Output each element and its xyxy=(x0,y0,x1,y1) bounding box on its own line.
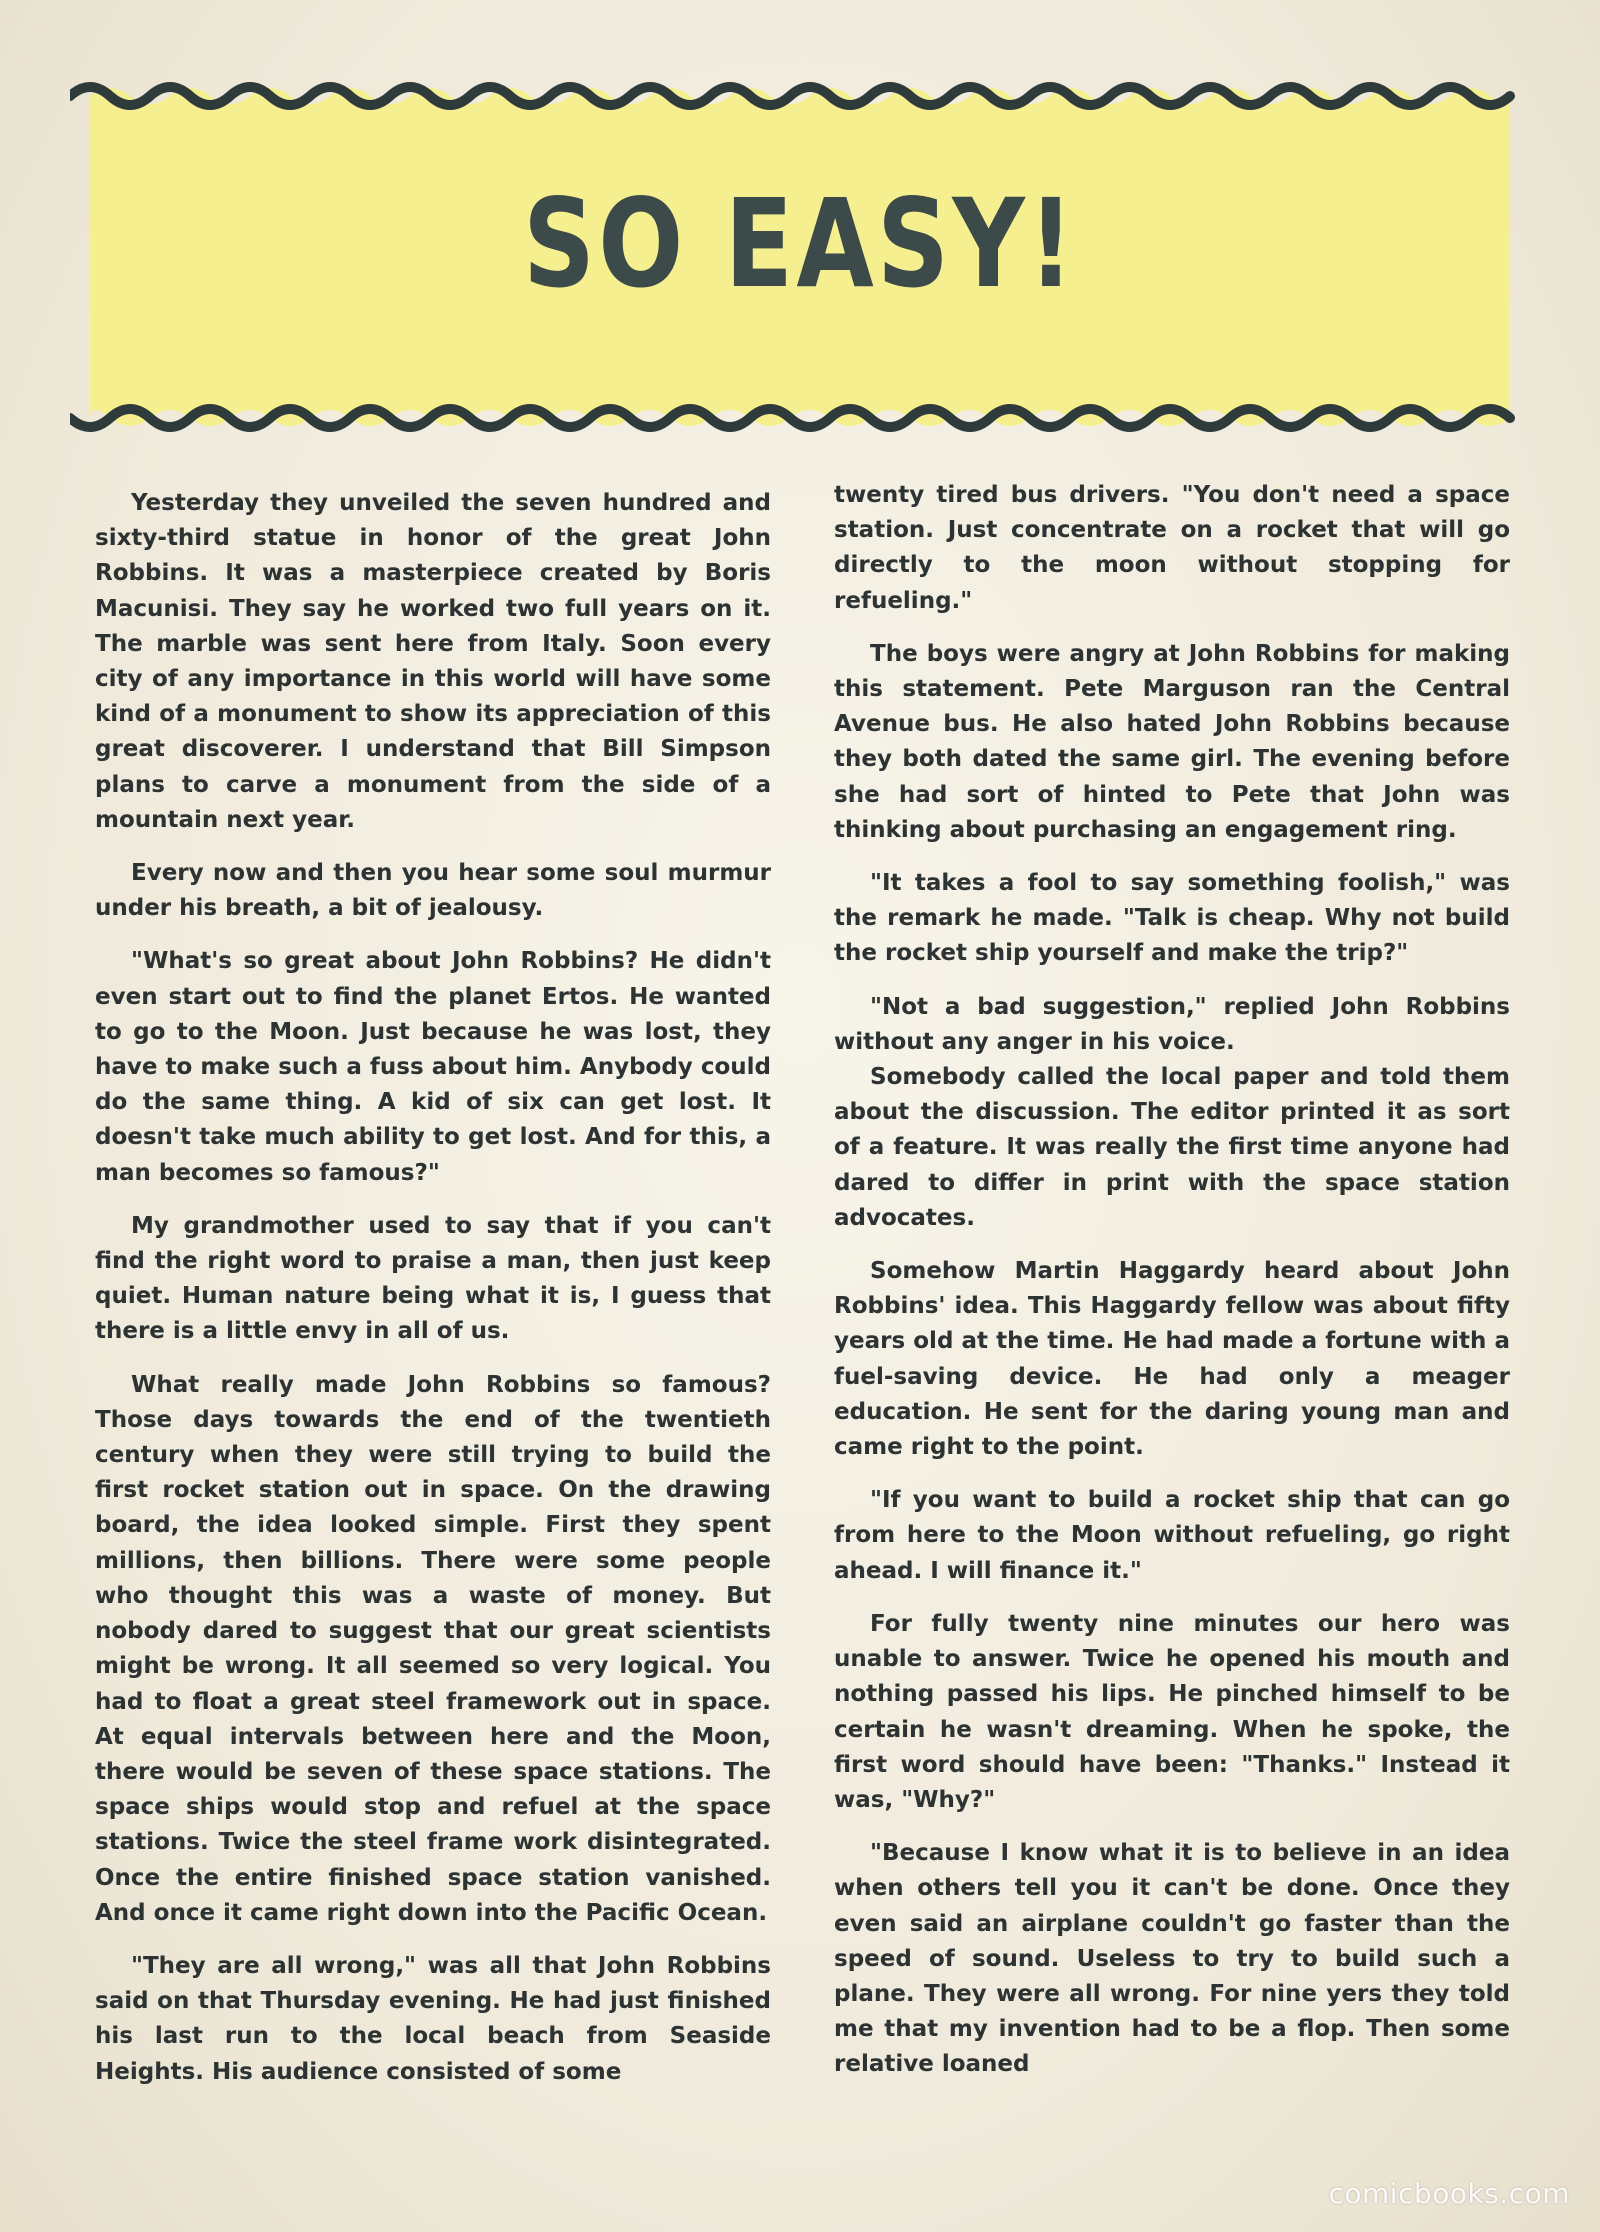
paragraph: Yesterday they unveiled the seven hundred and sixty-third statue in honor of the great John Robbins. It was a masterpiece created by Boris Macunisi. They say he worked two full years on it. The marble was sent here from Italy. Soon every city of any importance in this world will have some kind of a monument to show its appreciation of this great discoverer. I understand that Bill Simpson plans to carve a monument from the side of a mountain next year. xyxy=(95,490,771,833)
title-banner xyxy=(70,58,1530,438)
paragraph: "They are all wrong," was all that John Robbins said on that Thursday evening. He had just finished his last run to the local beach from Seaside Heights. His audience consisted of some xyxy=(95,1952,771,2085)
paragraph: "Because I know what it is to believe in an idea when others tell you it can't be done. Once they even said an airplane couldn't go faster than the speed of sound. Useless to try to build such a plane. They were all wrong. For nine yers they told me that my invention had to be a flop. Then some relative loaned xyxy=(834,1840,1510,2078)
page-title: SO EASY! xyxy=(522,173,1078,315)
paragraph: "Not a bad suggestion," replied John Robbins without any anger in his voice. xyxy=(834,993,1510,1055)
paragraph: Somebody called the local paper and told them about the discussion. The editor printed it as sort of a feature. It was really the first time anyone had dared to differ in print with the space station advocates. xyxy=(834,1064,1510,1231)
paragraph: The boys were angry at John Robbins for making this statement. Pete Marguson ran the Central Avenue bus. He also hated John Robbins because they both dated the same girl. The evening before she had sort of hinted to Pete that John was thinking about purchasing an engagement ring. xyxy=(834,640,1510,843)
paragraph: "It takes a fool to say something foolish," was the remark he made. "Talk is cheap. Why not build the rocket ship yourself and make the trip?" xyxy=(834,870,1510,967)
paragraph: What really made John Robbins so famous? Those days towards the end of the twentieth century when they were still trying to build the first rocket station out in space. On the drawing board, the idea looked simple. First they spent millions, then billions. There were some people who thought this was a waste of money. But nobody dared to suggest that our great scientists might be wrong. It all seemed so very logical. You had to float a great steel framework out in space. At equal intervals between here and the Moon, there would be seven of these space stations. The space ships would stop and refuel at the space stations. Twice the steel frame work disintegrated. Once the entire finished space station vanished. And once it came right down into the Pacific Ocean. xyxy=(95,1371,771,1926)
watermark: comicbooks.com xyxy=(1328,2177,1570,2210)
paragraph: "If you want to build a rocket ship that can go from here to the Moon without refueling, go right ahead. I will finance it." xyxy=(834,1487,1510,1584)
paragraph: My grandmother used to say that if you can't find the right word to praise a man, then just keep quiet. Human nature being what it is, I guess that there is a little envy in all of us. xyxy=(95,1212,771,1345)
paragraph: Every now and then you hear some soul murmur under his breath, a bit of jealousy. xyxy=(95,860,771,922)
paragraph: twenty tired bus drivers. "You don't need a space station. Just concentrate on a rocket that will go directly to the moon without stopping for refueling." xyxy=(834,482,1510,614)
left-column xyxy=(95,486,771,2108)
paragraph: For fully twenty nine minutes our hero was unable to answer. Twice he opened his mouth and nothing passed his lips. He pinched himself to be certain he wasn't dreaming. When he spoke, the first word should have been: "Thanks." Instead it was, "Why?" xyxy=(834,1610,1510,1813)
paragraph: "What's so great about John Robbins? He didn't even start out to find the planet Ertos. He wanted to go to the Moon. Just because he was lost, they have to make such a fuss about him. Anybody could do the same thing. A kid of six can get lost. It doesn't take much ability to get lost. And for this, a man becomes so famous?" xyxy=(95,948,771,1186)
right-column xyxy=(834,478,1510,2101)
paragraph: Somehow Martin Haggardy heard about John Robbins' idea. This Haggardy fellow was about fifty years old at the time. He had made a fortune with a fuel-saving device. He had only a meager education. He sent for the daring young man and came right to the point. xyxy=(834,1258,1510,1461)
